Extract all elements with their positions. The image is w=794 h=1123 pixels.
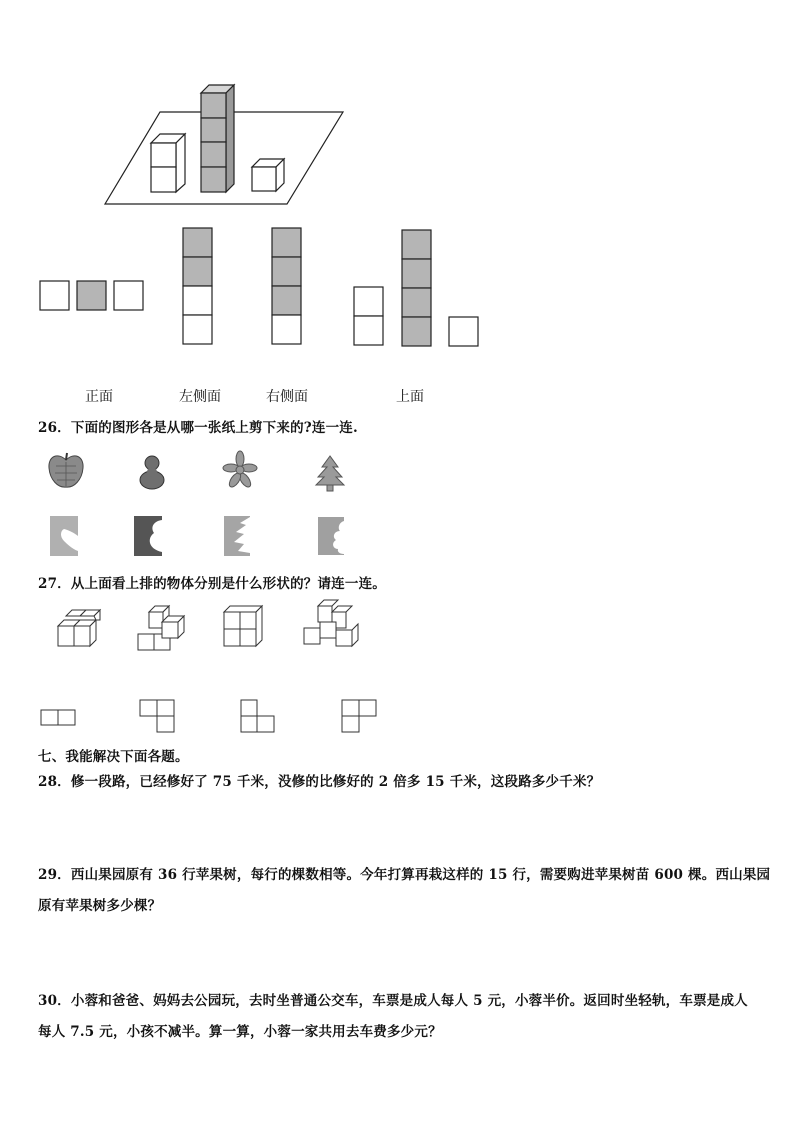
top-view-option-1 bbox=[41, 710, 75, 725]
cutout-shapes-row bbox=[0, 450, 794, 500]
section-7-heading: 七、我能解决下面各题。 bbox=[38, 749, 189, 765]
paper-sheet-1 bbox=[50, 516, 78, 556]
label-left-side: 左侧面 bbox=[179, 389, 221, 405]
label-right-side: 右侧面 bbox=[266, 389, 308, 405]
paper-sheet-3 bbox=[224, 516, 250, 556]
label-top: 上面 bbox=[396, 389, 424, 405]
question-29-line-1: 29．西山果园原有 36 行苹果树，每行的棵数相等。今年打算再栽这样的 15 行，需要购进苹果树苗 600 棵。西山果园 bbox=[38, 867, 771, 883]
view-option-a bbox=[40, 281, 143, 310]
paper-sheet-4 bbox=[318, 517, 344, 555]
view-option-d bbox=[354, 230, 478, 346]
question-30-line-2: 每人 7.5 元，小孩不减半。算一算，小蓉一家共用去车费多少元？ bbox=[38, 1024, 442, 1040]
gourd-shape bbox=[140, 456, 164, 489]
view-option-c bbox=[272, 228, 301, 344]
solid-object-4 bbox=[304, 600, 358, 646]
solid-object-3 bbox=[224, 606, 262, 646]
solid-object-1 bbox=[58, 610, 100, 646]
solid-objects-row bbox=[0, 600, 794, 660]
top-view-options-row bbox=[0, 698, 794, 738]
solid-object-2 bbox=[138, 606, 184, 650]
top-view-option-3 bbox=[241, 700, 274, 732]
tree-shape bbox=[316, 456, 344, 491]
question-29-line-2: 原有苹果树多少棵？ bbox=[38, 898, 162, 914]
paper-sheets-row bbox=[0, 513, 794, 563]
top-view-option-2 bbox=[140, 700, 174, 732]
question-27: 27．从上面看上排的物体分别是什么形状的？请连一连。 bbox=[38, 576, 386, 592]
apple-shape bbox=[49, 453, 83, 487]
cube-single bbox=[252, 159, 284, 191]
cube-stack-tall bbox=[201, 85, 234, 192]
cube-stack-left bbox=[151, 134, 185, 192]
paper-sheet-2 bbox=[134, 516, 162, 556]
view-options-figure bbox=[0, 220, 794, 350]
question-26: 26．下面的图形各是从哪一张纸上剪下来的?连一连. bbox=[38, 420, 358, 436]
view-option-b bbox=[183, 228, 212, 344]
flower-shape bbox=[223, 451, 257, 489]
top-view-option-4 bbox=[342, 700, 376, 732]
cube-arrangement-figure bbox=[0, 0, 794, 220]
question-30-line-1: 30．小蓉和爸爸、妈妈去公园玩，去时坐普通公交车，车票是成人每人 5 元，小蓉半价。返回时坐轻轨，车票是成人 bbox=[38, 993, 748, 1009]
question-28: 28．修一段路，已经修好了 75 千米，没修的比修好的 2 倍多 15 千米，这段路多少千米？ bbox=[38, 774, 601, 790]
label-front: 正面 bbox=[85, 389, 113, 405]
